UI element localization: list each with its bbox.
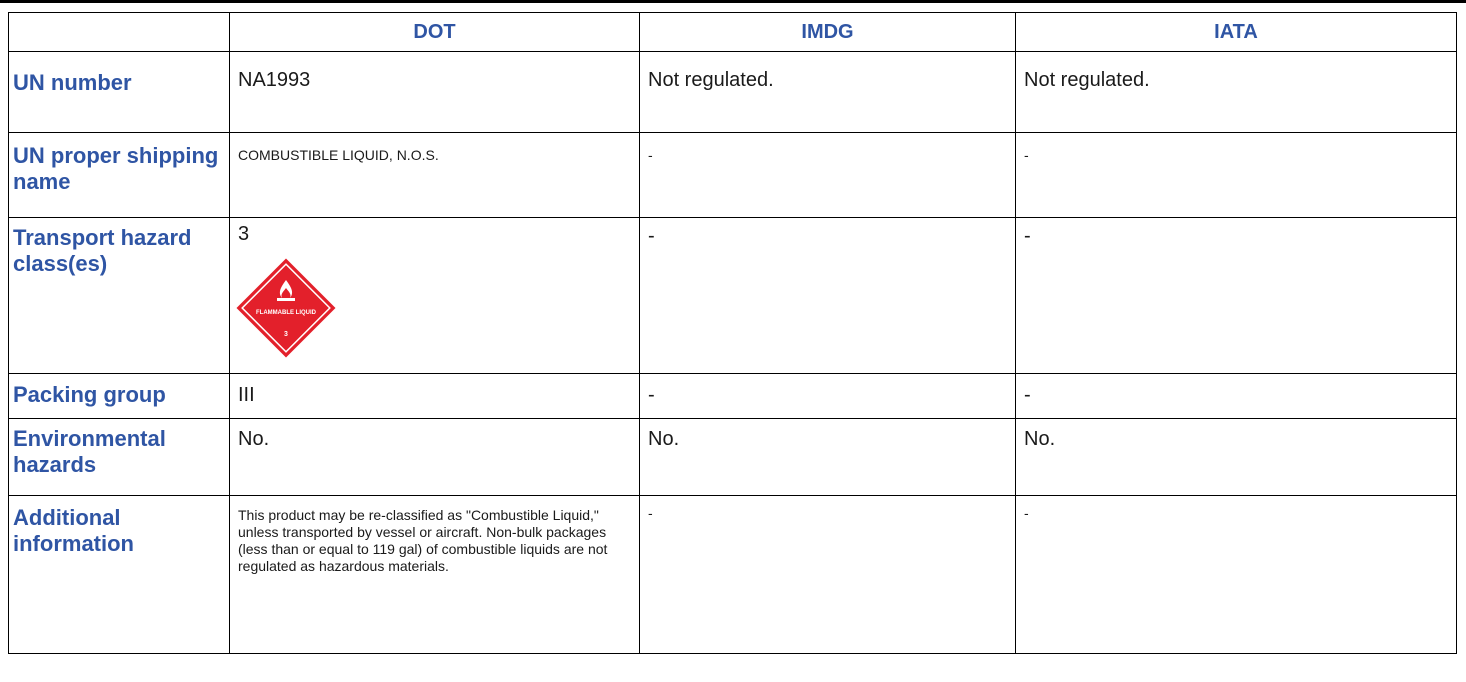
table-row [9,419,1457,496]
placard-text: FLAMMABLE LIQUID [256,310,316,316]
imdg-shipping-name: - [640,133,1016,218]
column-header-iata: IATA [1016,13,1457,52]
table-row [9,496,1457,654]
table-row [9,133,1457,218]
iata-hazard-class: - [1016,218,1457,374]
dot-packing-group: III [230,374,640,419]
column-header-dot: DOT [230,13,640,52]
iata-shipping-name: - [1016,133,1457,218]
row-label-additional-information: Additional information [9,496,230,654]
column-header-imdg: IMDG [640,13,1016,52]
iata-packing-group: - [1016,374,1457,419]
row-label-packing-group: Packing group [9,374,230,419]
header-empty-cell [9,13,230,52]
table-row [9,52,1457,133]
imdg-environmental-hazards: No. [640,419,1016,496]
top-rule [0,0,1466,3]
dot-un-number: NA1993 [230,52,640,133]
iata-un-number: Not regulated. [1016,52,1457,133]
imdg-additional-information: - [640,496,1016,654]
placard-number: 3 [284,331,288,338]
iata-environmental-hazards: No. [1016,419,1457,496]
imdg-un-number: Not regulated. [640,52,1016,133]
dot-shipping-name: COMBUSTIBLE LIQUID, N.O.S. [230,133,640,218]
row-label-un-number: UN number [9,52,230,133]
dot-hazard-class-cell [230,218,640,374]
dot-environmental-hazards: No. [230,419,640,496]
table-row [9,218,1457,374]
dot-hazard-class: 3 [238,223,250,245]
imdg-hazard-class: - [640,218,1016,374]
row-label-hazard-class: Transport hazard class(es) [9,218,230,374]
row-label-shipping-name: UN proper shipping name [9,133,230,218]
imdg-packing-group: - [640,374,1016,419]
iata-additional-information: - [1016,496,1457,654]
dot-additional-information: This product may be re-classified as "Combustible Liquid," unless transported by vessel or aircraft. Non-bulk packages (less than or equal to 119 gal) of combustible liquids are not regulated as hazardous materials. [230,496,640,654]
transport-information-table [8,12,1457,654]
row-label-environmental-hazards: Environmental hazards [9,419,230,496]
header-row [9,13,1457,52]
flammable-liquid-placard-icon [236,258,336,358]
table-row [9,374,1457,419]
